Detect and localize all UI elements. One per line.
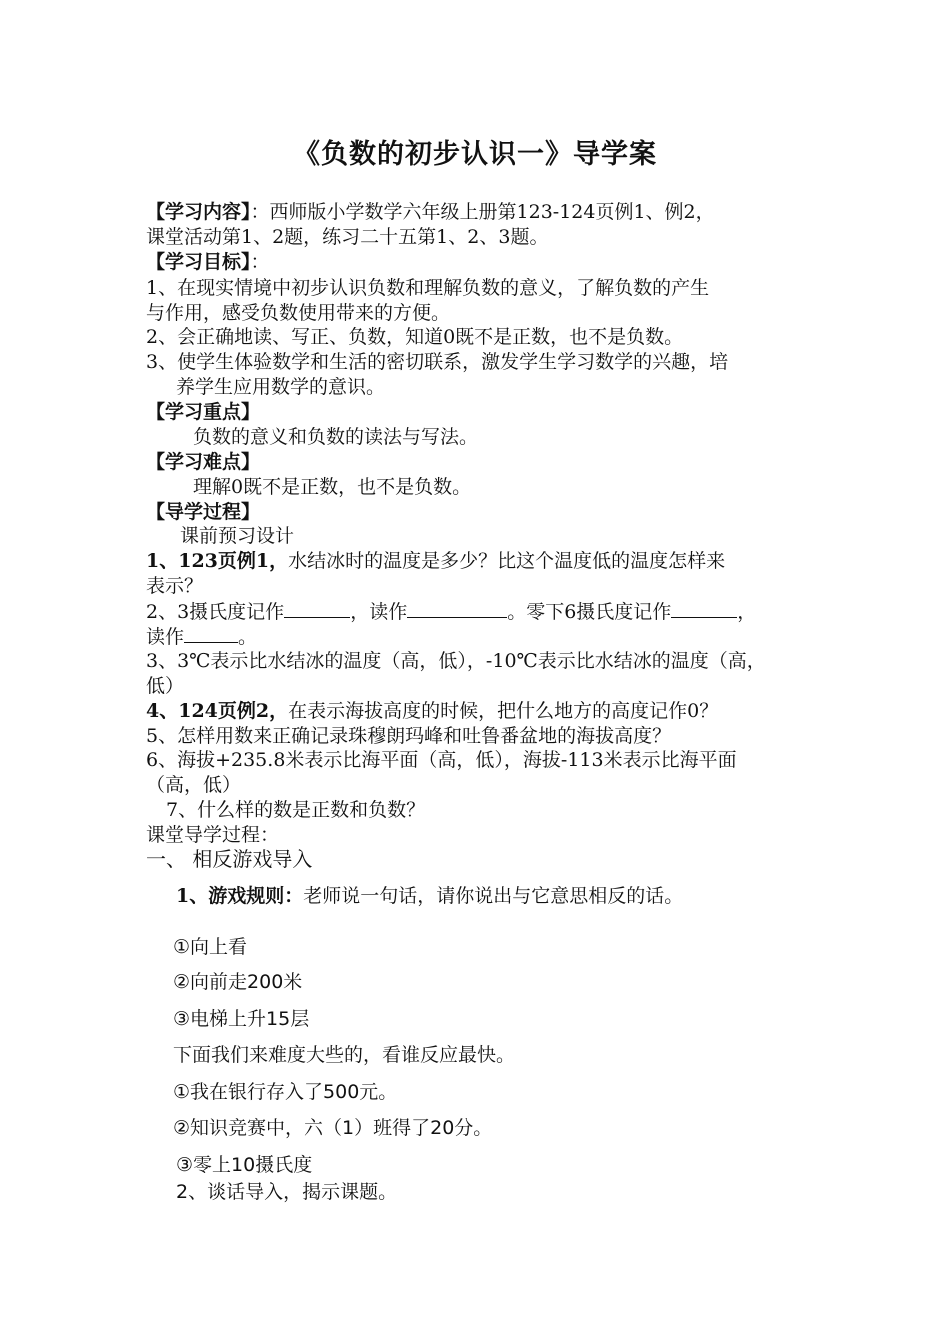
key-point-text: 负数的意义和负数的读法与写法。 — [193, 426, 479, 448]
question-2-part-b: ，读作 — [350, 601, 408, 623]
content-line-1 — [146, 200, 826, 224]
answer-blank-4[interactable] — [184, 624, 238, 643]
game-rule-text: 老师说一句话，请你说出与它意思相反的话。 — [303, 885, 684, 907]
question-4-label: 4、124页例2， — [146, 700, 289, 722]
difficulty-text: 理解0既不是正数，也不是负数。 — [193, 476, 472, 498]
list-item-elevator: ③电梯上升15层 — [173, 1008, 310, 1030]
key-point-label: 【学习重点】 — [146, 401, 261, 423]
question-2-part-d: ， — [737, 601, 757, 623]
question-3b: 低） — [146, 675, 185, 697]
question-4 — [146, 699, 826, 723]
list-item-temperature: ③零上10摄氏度 — [176, 1154, 313, 1176]
content-label: 【学习内容】 — [146, 201, 251, 223]
preview-heading: 课前预习设计 — [180, 525, 295, 547]
question-2-part-e: 读作 — [146, 626, 185, 648]
question-1-label: 1、123页例1， — [146, 550, 289, 572]
game-rule — [176, 884, 856, 908]
classroom-heading: 课堂导学过程： — [146, 824, 280, 846]
objectives-heading — [146, 250, 826, 274]
objective-1b: 与作用，感受负数使用带来的方便。 — [146, 302, 451, 324]
game-rule-label: 1、游戏规则： — [176, 885, 304, 907]
process-label: 【导学过程】 — [146, 501, 261, 523]
difficulty-label: 【学习难点】 — [146, 451, 261, 473]
question-7: 7、什么样的数是正数和负数？ — [166, 799, 426, 821]
objective-3a: 3、使学生体验数学和生活的密切联系，激发学生学习数学的兴趣，培 — [146, 351, 729, 373]
list-item-walk-forward: ②向前走200米 — [173, 971, 303, 993]
list-item-contest: ②知识竞赛中，六（1）班得了20分。 — [173, 1117, 493, 1139]
answer-blank-1[interactable] — [284, 599, 350, 618]
content-text-1: ：西师版小学数学六年级上册第123-124页例1、例2， — [250, 201, 715, 223]
question-1-text: 水结冰时的温度是多少？比这个温度低的温度怎样来 — [288, 550, 726, 572]
list-item-deposit: ①我在银行存入了500元。 — [173, 1081, 398, 1103]
section-1-heading: 一、 相反游戏导入 — [146, 847, 313, 871]
page-title: 《负数的初步认识一》导学案 — [293, 139, 657, 170]
question-5: 5、怎样用数来正确记录珠穆朗玛峰和吐鲁番盆地的海拔高度？ — [146, 725, 672, 747]
question-2-cont — [146, 624, 826, 649]
question-6b: （高，低） — [146, 774, 242, 796]
answer-blank-2[interactable] — [407, 599, 507, 618]
objectives-label: 【学习目标】 — [146, 251, 251, 273]
question-2-part-a: 2、3摄氏度记作 — [146, 601, 285, 623]
question-1 — [146, 549, 826, 573]
talk-intro: 2、谈话导入，揭示课题。 — [176, 1181, 398, 1203]
objectives-colon: ： — [250, 251, 270, 273]
question-6a: 6、海拔+235.8米表示比海平面（高，低），海拔-113米表示比海平面 — [146, 749, 737, 771]
content-line-2: 课堂活动第1、2题，练习二十五第1、2、3题。 — [146, 226, 549, 248]
answer-blank-3[interactable] — [671, 599, 737, 618]
question-2-part-c: 。零下6摄氏度记作 — [507, 601, 672, 623]
objective-2: 2、会正确地读、写正、负数，知道0既不是正数，也不是负数。 — [146, 326, 684, 348]
question-2-part-f: 。 — [238, 626, 258, 648]
objective-3b: 养学生应用数学的意识。 — [176, 376, 386, 398]
harder-intro: 下面我们来难度大些的，看谁反应最快。 — [173, 1044, 516, 1066]
question-3a: 3、3℃表示比水结冰的温度（高，低），-10℃表示比水结冰的温度（高， — [146, 650, 766, 672]
question-4-text: 在表示海拔高度的时候，把什么地方的高度记作0？ — [288, 700, 719, 722]
objective-1a: 1、在现实情境中初步认识负数和理解负数的意义，了解负数的产生 — [146, 277, 710, 299]
question-1-cont: 表示？ — [146, 575, 204, 597]
question-2 — [146, 599, 826, 624]
list-item-look-up: ①向上看 — [173, 936, 248, 958]
